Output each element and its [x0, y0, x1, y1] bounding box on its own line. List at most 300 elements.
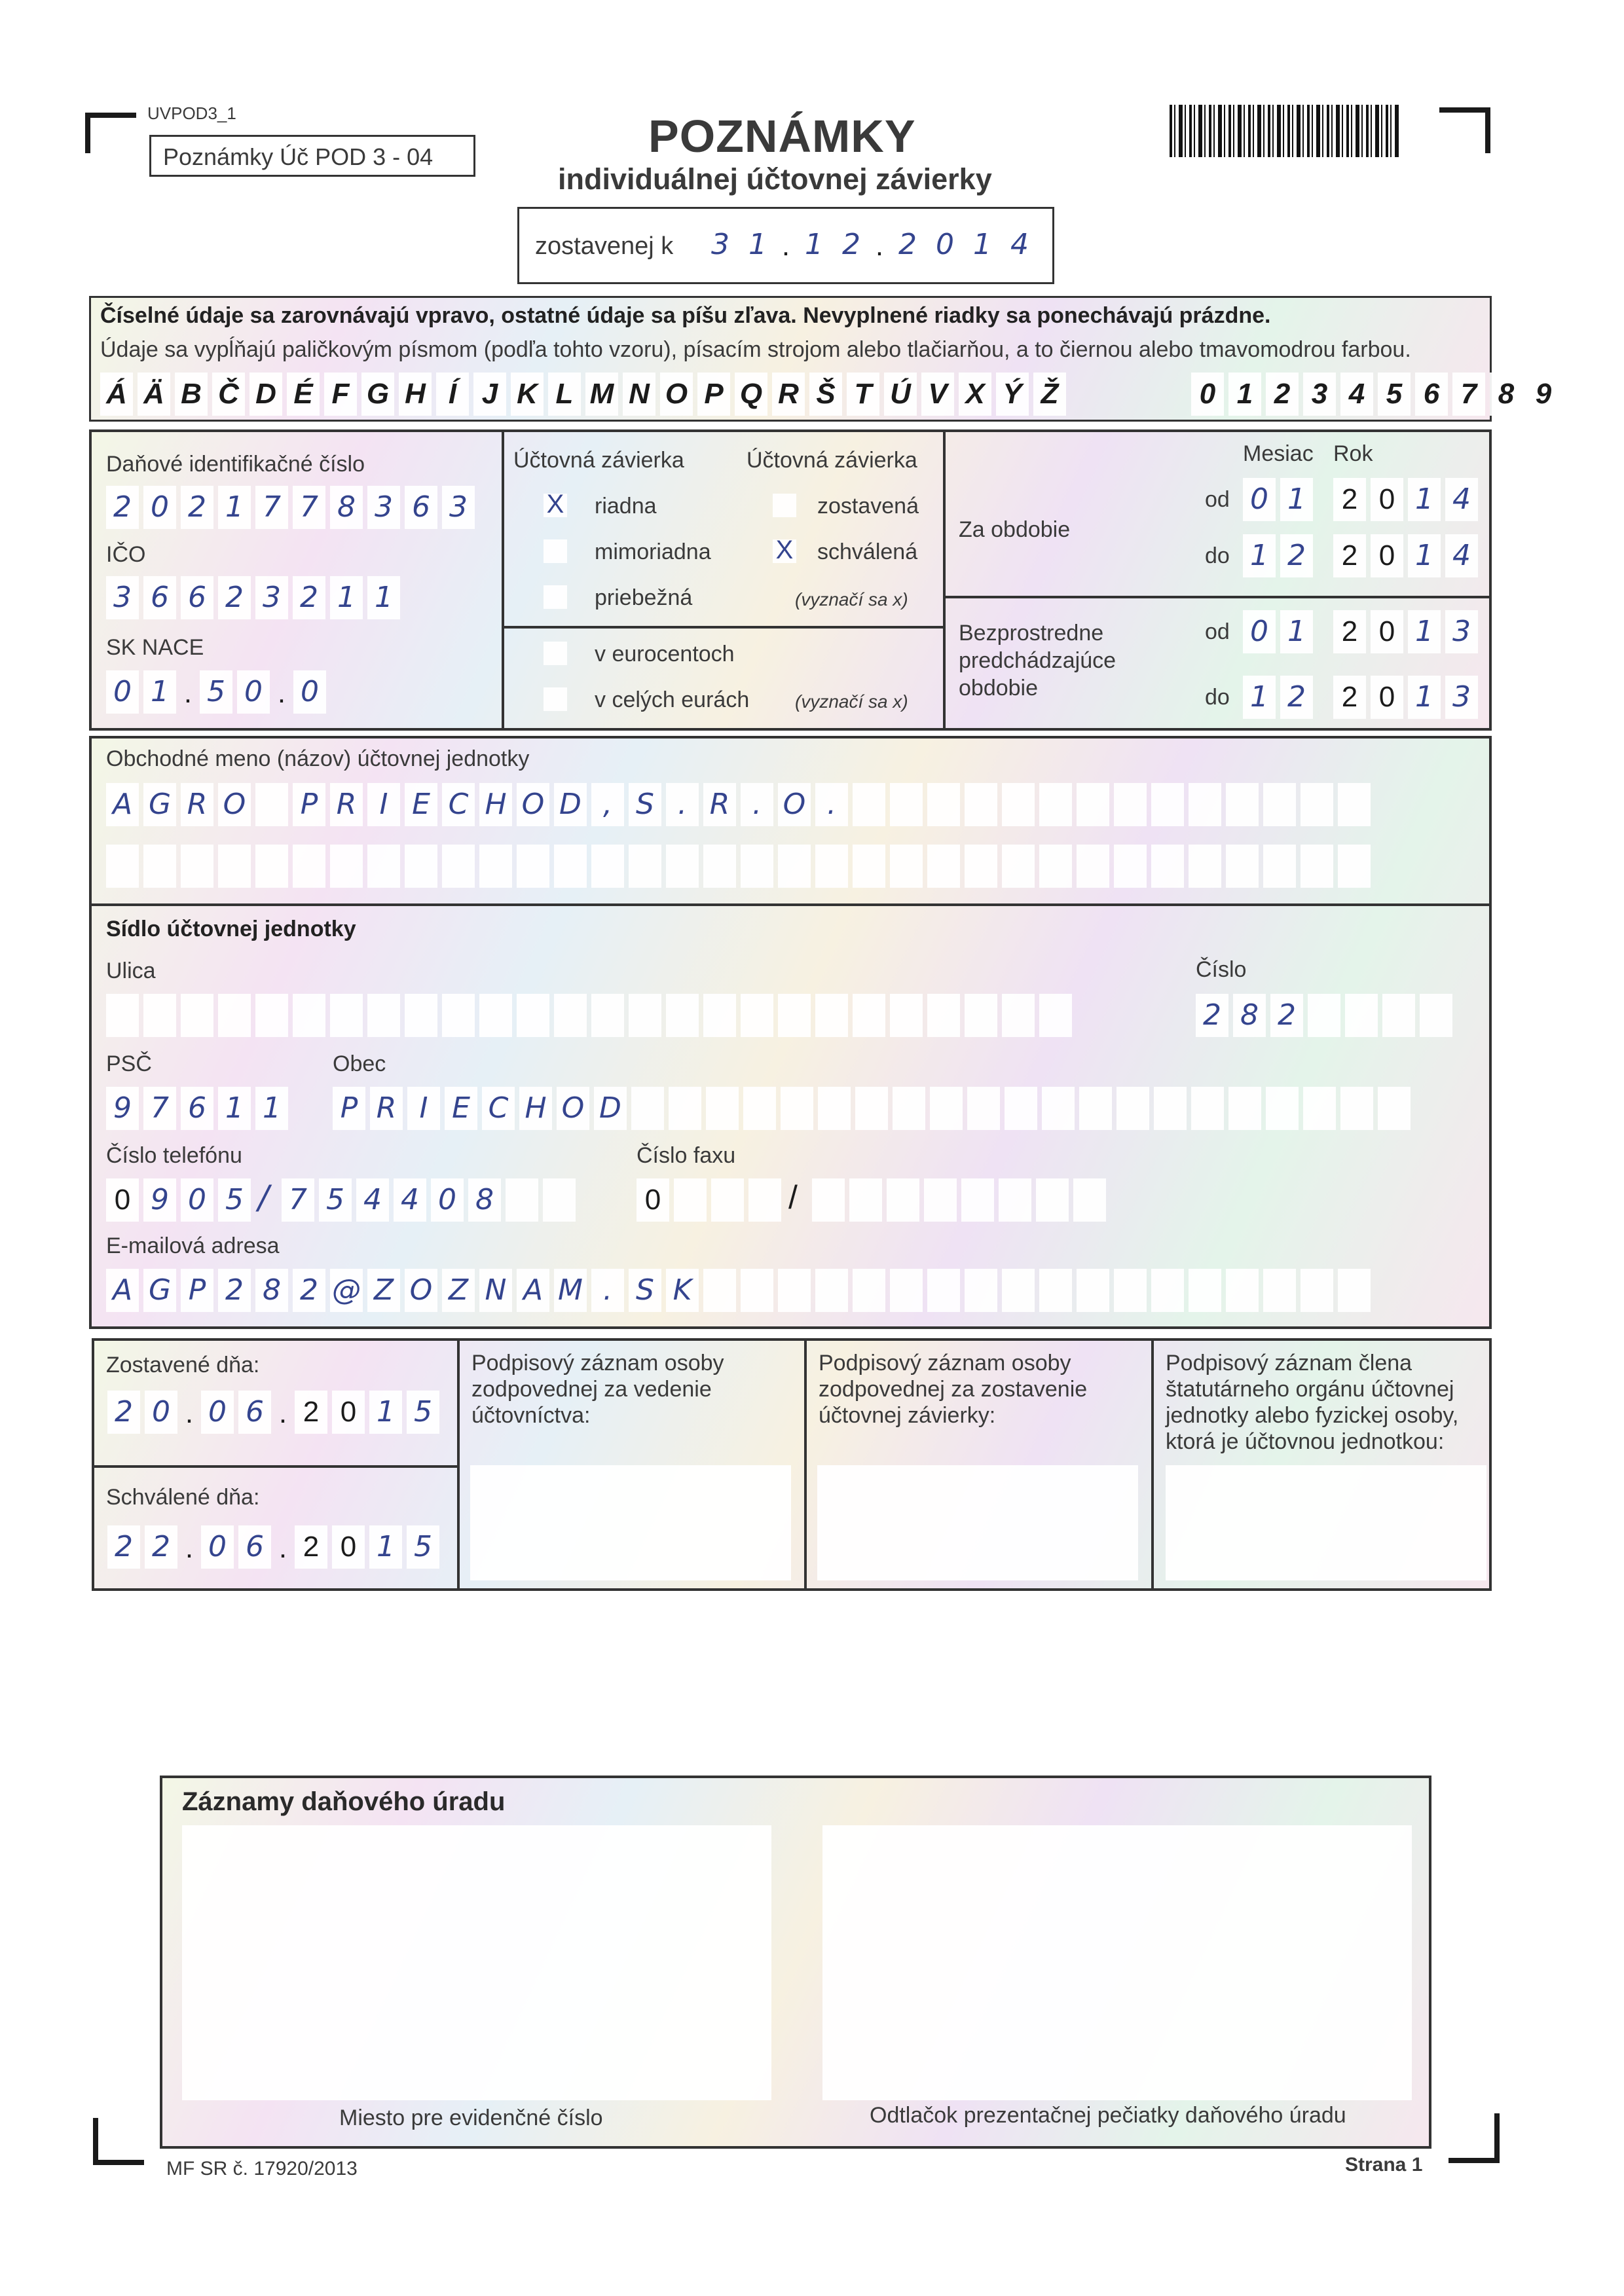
char-cell[interactable] [1039, 783, 1072, 826]
char-cell[interactable] [367, 576, 400, 619]
char-cell[interactable] [107, 1391, 140, 1434]
char-cell[interactable] [319, 1178, 352, 1222]
char-cell[interactable] [106, 1269, 139, 1312]
entity-name-row1[interactable] [106, 783, 1375, 826]
char-cell[interactable] [293, 576, 325, 619]
char-cell[interactable] [517, 783, 549, 826]
street-cells[interactable] [106, 994, 1077, 1037]
char-cell[interactable] [965, 1269, 997, 1312]
char-cell[interactable] [741, 1269, 773, 1312]
char-cell[interactable] [1116, 1087, 1149, 1130]
char-cell[interactable] [890, 1269, 923, 1312]
compiled-checkbox[interactable] [773, 494, 796, 517]
interim-checkbox[interactable] [544, 585, 567, 609]
char-cell[interactable] [330, 576, 363, 619]
char-cell[interactable] [929, 223, 961, 266]
current-from-month[interactable] [1243, 478, 1318, 521]
char-cell[interactable] [1340, 1087, 1373, 1130]
char-cell[interactable] [1445, 534, 1478, 577]
char-cell[interactable] [1301, 1269, 1333, 1312]
char-cell[interactable] [201, 1525, 234, 1569]
char-cell[interactable] [741, 783, 773, 826]
char-cell[interactable] [855, 1087, 888, 1130]
char-cell[interactable] [255, 1087, 288, 1130]
char-cell[interactable] [927, 845, 960, 888]
char-cell[interactable] [1039, 1269, 1072, 1312]
char-cell[interactable] [293, 1269, 325, 1312]
char-cell[interactable] [930, 1087, 963, 1130]
char-cell[interactable] [1445, 676, 1478, 719]
char-cell[interactable] [666, 994, 699, 1037]
char-cell[interactable] [927, 783, 960, 826]
char-cell[interactable] [1301, 783, 1333, 826]
char-cell[interactable] [201, 1391, 234, 1434]
char-cell[interactable] [1114, 783, 1147, 826]
char-cell[interactable] [255, 994, 288, 1037]
cell-separator[interactable] [276, 1525, 290, 1569]
char-cell[interactable] [554, 1269, 587, 1312]
char-cell[interactable] [891, 223, 924, 266]
char-cell[interactable] [631, 1087, 664, 1130]
stamp-area[interactable] [822, 1825, 1412, 2100]
char-cell[interactable] [967, 1087, 1000, 1130]
char-cell[interactable] [924, 1178, 957, 1222]
char-cell[interactable] [330, 994, 363, 1037]
char-cell[interactable] [479, 994, 512, 1037]
char-cell[interactable] [1263, 783, 1296, 826]
char-cell[interactable] [853, 783, 885, 826]
char-cell[interactable] [394, 1178, 426, 1222]
char-cell[interactable] [1280, 610, 1313, 653]
char-cell[interactable] [181, 1087, 213, 1130]
char-cell[interactable] [218, 783, 251, 826]
char-cell[interactable] [370, 1087, 403, 1130]
char-cell[interactable] [961, 1178, 994, 1222]
char-cell[interactable] [1073, 1178, 1106, 1222]
char-cell[interactable] [853, 845, 885, 888]
char-cell[interactable] [1371, 676, 1403, 719]
char-cell[interactable] [295, 1391, 327, 1434]
char-cell[interactable] [1226, 845, 1259, 888]
char-cell[interactable] [330, 1269, 363, 1312]
char-cell[interactable] [293, 486, 325, 529]
char-cell[interactable] [1114, 845, 1147, 888]
char-cell[interactable] [407, 1391, 439, 1434]
char-cell[interactable] [666, 845, 699, 888]
char-cell[interactable] [1039, 994, 1072, 1037]
current-to-year[interactable] [1333, 534, 1483, 577]
cell-separator[interactable] [182, 1391, 196, 1434]
char-cell[interactable] [637, 1178, 669, 1222]
char-cell[interactable] [369, 1391, 402, 1434]
char-cell[interactable] [1266, 1087, 1299, 1130]
char-cell[interactable] [405, 994, 437, 1037]
char-cell[interactable] [1408, 534, 1441, 577]
char-cell[interactable] [1036, 1178, 1069, 1222]
char-cell[interactable] [815, 994, 848, 1037]
char-cell[interactable] [853, 994, 885, 1037]
char-cell[interactable] [1189, 845, 1221, 888]
char-cell[interactable] [517, 1269, 549, 1312]
char-cell[interactable] [591, 1269, 624, 1312]
char-cell[interactable] [1338, 845, 1371, 888]
previous-from-year[interactable] [1333, 610, 1483, 653]
char-cell[interactable] [1079, 1087, 1112, 1130]
evidence-number-area[interactable] [182, 1825, 771, 2100]
email-cells[interactable] [106, 1269, 1375, 1312]
cell-separator[interactable] [182, 1525, 196, 1569]
char-cell[interactable] [1333, 534, 1366, 577]
char-cell[interactable] [367, 994, 400, 1037]
char-cell[interactable] [629, 1269, 661, 1312]
char-cell[interactable] [1338, 783, 1371, 826]
char-cell[interactable] [106, 994, 139, 1037]
char-cell[interactable] [798, 223, 830, 266]
phone-prefix-cells[interactable] [106, 1178, 255, 1222]
char-cell[interactable] [778, 1269, 811, 1312]
char-cell[interactable] [181, 576, 213, 619]
char-cell[interactable] [1226, 783, 1259, 826]
char-cell[interactable] [1189, 1269, 1221, 1312]
char-cell[interactable] [703, 994, 736, 1037]
char-cell[interactable] [517, 845, 549, 888]
char-cell[interactable] [143, 670, 176, 714]
char-cell[interactable] [143, 486, 176, 529]
previous-to-year[interactable] [1333, 676, 1483, 719]
char-cell[interactable] [1003, 223, 1036, 266]
char-cell[interactable] [1333, 610, 1366, 653]
approved-checkbox[interactable]: X [773, 539, 796, 563]
char-cell[interactable] [255, 783, 288, 826]
char-cell[interactable] [1196, 994, 1228, 1037]
char-cell[interactable] [1333, 676, 1366, 719]
char-cell[interactable] [181, 783, 213, 826]
char-cell[interactable] [1151, 1269, 1184, 1312]
char-cell[interactable] [506, 1178, 538, 1222]
char-cell[interactable] [554, 994, 587, 1037]
char-cell[interactable] [106, 670, 139, 714]
char-cell[interactable] [106, 1087, 139, 1130]
char-cell[interactable] [1263, 845, 1296, 888]
char-cell[interactable] [554, 845, 587, 888]
char-cell[interactable] [1280, 534, 1313, 577]
char-cell[interactable] [517, 994, 549, 1037]
char-cell[interactable] [367, 486, 400, 529]
char-cell[interactable] [145, 1525, 177, 1569]
char-cell[interactable] [143, 783, 176, 826]
char-cell[interactable] [554, 783, 587, 826]
char-cell[interactable] [629, 783, 661, 826]
previous-from-month[interactable] [1243, 610, 1318, 653]
char-cell[interactable] [927, 1269, 960, 1312]
char-cell[interactable] [332, 1391, 365, 1434]
char-cell[interactable] [1371, 610, 1403, 653]
char-cell[interactable] [703, 1269, 736, 1312]
char-cell[interactable] [591, 994, 624, 1037]
char-cell[interactable] [181, 486, 213, 529]
char-cell[interactable] [442, 994, 475, 1037]
char-cell[interactable] [143, 1178, 176, 1222]
char-cell[interactable] [143, 845, 176, 888]
char-cell[interactable] [1420, 994, 1452, 1037]
char-cell[interactable] [666, 783, 699, 826]
char-cell[interactable] [145, 1391, 177, 1434]
char-cell[interactable] [741, 223, 774, 266]
char-cell[interactable] [812, 1178, 845, 1222]
char-cell[interactable] [218, 576, 251, 619]
nace-cells[interactable] [106, 670, 331, 714]
char-cell[interactable] [1280, 478, 1313, 521]
char-cell[interactable] [1189, 783, 1221, 826]
char-cell[interactable] [741, 845, 773, 888]
char-cell[interactable] [815, 1269, 848, 1312]
char-cell[interactable] [835, 223, 868, 266]
char-cell[interactable] [704, 223, 737, 266]
euro-cents-checkbox[interactable] [544, 642, 567, 665]
char-cell[interactable] [1371, 478, 1403, 521]
char-cell[interactable] [442, 486, 475, 529]
char-cell[interactable] [711, 1178, 744, 1222]
char-cell[interactable] [238, 1525, 271, 1569]
char-cell[interactable] [1077, 783, 1109, 826]
number-cells[interactable] [1196, 994, 1457, 1037]
char-cell[interactable] [893, 1087, 925, 1130]
char-cell[interactable] [887, 1178, 919, 1222]
char-cell[interactable] [333, 1087, 365, 1130]
char-cell[interactable] [282, 1178, 314, 1222]
entity-name-row2[interactable] [106, 845, 1375, 888]
char-cell[interactable] [255, 486, 288, 529]
whole-euros-checkbox[interactable] [544, 687, 567, 711]
char-cell[interactable] [853, 1269, 885, 1312]
char-cell[interactable] [237, 670, 270, 714]
char-cell[interactable] [181, 994, 213, 1037]
char-cell[interactable] [1263, 1269, 1296, 1312]
char-cell[interactable] [966, 223, 999, 266]
char-cell[interactable] [330, 845, 363, 888]
char-cell[interactable] [965, 994, 997, 1037]
char-cell[interactable] [778, 783, 811, 826]
char-cell[interactable] [293, 783, 325, 826]
sig2-area[interactable] [817, 1465, 1138, 1580]
char-cell[interactable] [1154, 1087, 1187, 1130]
char-cell[interactable] [591, 783, 624, 826]
char-cell[interactable] [255, 845, 288, 888]
char-cell[interactable] [1333, 478, 1366, 521]
char-cell[interactable] [1042, 1087, 1075, 1130]
char-cell[interactable] [666, 1269, 699, 1312]
char-cell[interactable] [778, 845, 811, 888]
char-cell[interactable] [369, 1525, 402, 1569]
char-cell[interactable] [218, 845, 251, 888]
char-cell[interactable] [543, 1178, 576, 1222]
char-cell[interactable] [367, 1269, 400, 1312]
char-cell[interactable] [1378, 1087, 1411, 1130]
char-cell[interactable] [479, 1269, 512, 1312]
cell-separator[interactable] [779, 223, 793, 266]
char-cell[interactable] [405, 845, 437, 888]
char-cell[interactable] [965, 845, 997, 888]
char-cell[interactable] [703, 845, 736, 888]
char-cell[interactable] [927, 994, 960, 1037]
char-cell[interactable] [332, 1525, 365, 1569]
char-cell[interactable] [407, 1087, 440, 1130]
char-cell[interactable] [405, 783, 437, 826]
phone-number-cells[interactable] [282, 1178, 580, 1222]
char-cell[interactable] [1371, 534, 1403, 577]
char-cell[interactable] [356, 1178, 389, 1222]
char-cell[interactable] [1338, 1269, 1371, 1312]
char-cell[interactable] [1280, 676, 1313, 719]
char-cell[interactable] [669, 1087, 701, 1130]
char-cell[interactable] [743, 1087, 776, 1130]
char-cell[interactable] [442, 845, 475, 888]
char-cell[interactable] [482, 1087, 515, 1130]
char-cell[interactable] [557, 1087, 589, 1130]
char-cell[interactable] [890, 783, 923, 826]
char-cell[interactable] [999, 1178, 1031, 1222]
cell-separator[interactable] [181, 670, 195, 714]
char-cell[interactable] [106, 486, 139, 529]
char-cell[interactable] [330, 486, 363, 529]
char-cell[interactable] [1114, 1269, 1147, 1312]
city-cells[interactable] [333, 1087, 1415, 1130]
char-cell[interactable] [107, 1525, 140, 1569]
char-cell[interactable] [1005, 1087, 1037, 1130]
char-cell[interactable] [445, 1087, 477, 1130]
sig3-area[interactable] [1166, 1465, 1486, 1580]
char-cell[interactable] [405, 486, 437, 529]
char-cell[interactable] [106, 576, 139, 619]
approved-on-cells[interactable] [107, 1525, 444, 1569]
char-cell[interactable] [442, 1269, 475, 1312]
previous-to-month[interactable] [1243, 676, 1318, 719]
char-cell[interactable] [629, 994, 661, 1037]
char-cell[interactable] [1301, 845, 1333, 888]
fax-prefix-cells[interactable] [637, 1178, 786, 1222]
char-cell[interactable] [594, 1087, 627, 1130]
char-cell[interactable] [218, 1178, 251, 1222]
char-cell[interactable] [106, 845, 139, 888]
char-cell[interactable] [1002, 783, 1035, 826]
char-cell[interactable] [1039, 845, 1072, 888]
char-cell[interactable] [1002, 1269, 1035, 1312]
char-cell[interactable] [849, 1178, 882, 1222]
char-cell[interactable] [295, 1525, 327, 1569]
cell-separator[interactable] [872, 223, 887, 266]
char-cell[interactable] [293, 845, 325, 888]
sig1-area[interactable] [470, 1465, 791, 1580]
char-cell[interactable] [143, 994, 176, 1037]
char-cell[interactable] [143, 576, 176, 619]
char-cell[interactable] [1002, 994, 1035, 1037]
ico-cells[interactable] [106, 576, 405, 619]
char-cell[interactable] [1151, 845, 1184, 888]
char-cell[interactable] [674, 1178, 707, 1222]
char-cell[interactable] [1002, 845, 1035, 888]
char-cell[interactable] [1445, 478, 1478, 521]
char-cell[interactable] [181, 1269, 213, 1312]
char-cell[interactable] [479, 845, 512, 888]
fax-number-cells[interactable] [812, 1178, 1111, 1222]
char-cell[interactable] [181, 845, 213, 888]
char-cell[interactable] [143, 1087, 176, 1130]
char-cell[interactable] [1243, 676, 1276, 719]
char-cell[interactable] [330, 783, 363, 826]
char-cell[interactable] [293, 994, 325, 1037]
char-cell[interactable] [1243, 478, 1276, 521]
char-cell[interactable] [367, 845, 400, 888]
char-cell[interactable] [218, 486, 251, 529]
char-cell[interactable] [890, 845, 923, 888]
char-cell[interactable] [431, 1178, 464, 1222]
char-cell[interactable] [890, 994, 923, 1037]
current-from-year[interactable] [1333, 478, 1483, 521]
psc-cells[interactable] [106, 1087, 293, 1130]
char-cell[interactable] [1382, 994, 1415, 1037]
cell-separator[interactable] [274, 670, 289, 714]
char-cell[interactable] [1077, 845, 1109, 888]
char-cell[interactable] [1233, 994, 1266, 1037]
char-cell[interactable] [818, 1087, 851, 1130]
char-cell[interactable] [1308, 994, 1340, 1037]
char-cell[interactable] [143, 1269, 176, 1312]
char-cell[interactable] [255, 1269, 288, 1312]
char-cell[interactable] [442, 783, 475, 826]
char-cell[interactable] [815, 845, 848, 888]
char-cell[interactable] [748, 1178, 781, 1222]
char-cell[interactable] [218, 994, 251, 1037]
char-cell[interactable] [778, 994, 811, 1037]
char-cell[interactable] [1303, 1087, 1336, 1130]
char-cell[interactable] [1077, 1269, 1109, 1312]
char-cell[interactable] [367, 783, 400, 826]
char-cell[interactable] [405, 1269, 437, 1312]
char-cell[interactable] [1270, 994, 1303, 1037]
char-cell[interactable] [519, 1087, 552, 1130]
char-cell[interactable] [815, 783, 848, 826]
char-cell[interactable] [1191, 1087, 1224, 1130]
char-cell[interactable] [255, 576, 288, 619]
char-cell[interactable] [468, 1178, 501, 1222]
char-cell[interactable] [238, 1391, 271, 1434]
dic-cells[interactable] [106, 486, 479, 529]
char-cell[interactable] [218, 1087, 251, 1130]
char-cell[interactable] [1151, 783, 1184, 826]
char-cell[interactable] [1243, 610, 1276, 653]
char-cell[interactable] [1243, 534, 1276, 577]
char-cell[interactable] [1345, 994, 1378, 1037]
char-cell[interactable] [591, 845, 624, 888]
char-cell[interactable] [1408, 478, 1441, 521]
ordinary-checkbox[interactable]: X [544, 494, 567, 517]
char-cell[interactable] [1226, 1269, 1259, 1312]
char-cell[interactable] [479, 783, 512, 826]
char-cell[interactable] [1445, 610, 1478, 653]
current-to-month[interactable] [1243, 534, 1318, 577]
char-cell[interactable] [181, 1178, 213, 1222]
char-cell[interactable] [703, 783, 736, 826]
char-cell[interactable] [1228, 1087, 1261, 1130]
char-cell[interactable] [293, 670, 326, 714]
char-cell[interactable] [965, 783, 997, 826]
char-cell[interactable] [706, 1087, 739, 1130]
char-cell[interactable] [200, 670, 232, 714]
compiled-on-cells[interactable] [107, 1391, 444, 1434]
char-cell[interactable] [106, 1178, 139, 1222]
char-cell[interactable] [629, 845, 661, 888]
char-cell[interactable] [407, 1525, 439, 1569]
